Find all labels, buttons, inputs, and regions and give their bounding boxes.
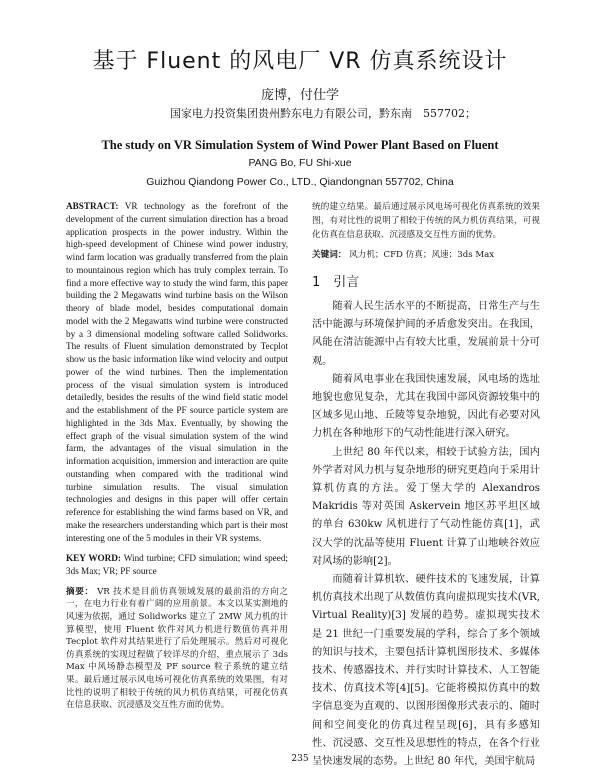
keywords-en-label: KEY WORD: [66, 553, 121, 564]
keywords-cn-text: 风力机；CFD 仿真；风速；3ds Max [349, 250, 495, 260]
paper-title-cn: 基于 Fluent 的风电厂 VR 仿真系统设计 [92, 49, 508, 74]
affiliation-en: Guizhou Qiandong Power Co., LTD., Qiandongnan 557702, China [146, 176, 454, 188]
keywords-cn-label: 关键词： [312, 250, 347, 260]
abstract-en [66, 200, 288, 544]
abstract-cn-continuation: 统的建立结果。最后通过展示风电场可视化仿真系统的效果图，有对比性的说明了相较于传统的风力机仿真结果，可视化仿真在信息获取、沉浸感及交互性方面的优势。 [312, 202, 540, 240]
intro-paragraph: 而随着计算机软、硬件技术的飞速发展，计算机仿真技术出现了从数值仿真向虚拟现实技术(VR, Virtual Reality)[3] 发展的趋势。虚拟现实技术是 21 世纪一门重要发展的学科，综合了多个领域的知识与技术，主要包括计算机图形技术、多媒体技术、传感器技术、并行实时计算技术、人工智能技术、仿真技术等[4][5]。它能将模拟仿真中的数字信息变为直观的、以图形图像形式表示的、随时间和空间变化的仿真过程呈现[6]，具有多感知性、沉浸感、交互性及思想性的特点，在各个行业呈快速发展的态势。上世纪 80 年代，美国宇航局 [312, 574, 540, 768]
intro-paragraph: 随着人民生活水平的不断提高，日常生产与生活中能源与环境保护间的矛盾愈发突出。在我国，风能在清洁能源中占有较大比重，发展前景十分可观。 [312, 301, 540, 367]
authors-en: PANG Bo, FU Shi-xue [248, 157, 352, 169]
abstract-en-label: ABSTRACT: [66, 201, 119, 211]
intro-paragraph: 上世纪 80 年代以来，相较于试验方法，国内外学者对风力机与复杂地形的研究更趋向于采用计算机仿真的方法。爱丁堡大学的 Alexandros Makridis 等对英国 Askervein 地区苏平坦区域的单台 630kw 风机进行了气动性能仿真[1]，武汉大学的沈晶等使用 Fluent 计算了山地峡谷效应对风场的影响[2]。 [312, 446, 540, 567]
keywords-en-text: Wind turbine; CFD simulation; wind speed; 3ds Max; VR; PF source [66, 553, 288, 576]
intro-paragraph: 随着风电事业在我国快速发展，风电场的选址地貌也愈见复杂，尤其在我国中部风资源较集中的区域多见山地、丘陵等复杂地貌，因此有必要对风力机在各种地形下的气动性能进行深入研究。 [312, 373, 540, 440]
page-number: 235 [291, 754, 309, 764]
keywords-en [66, 552, 288, 578]
abstract-cn-label: 摘要： [66, 586, 94, 597]
abstract-cn [66, 586, 288, 712]
section-heading-introduction: 1 引言 [312, 275, 360, 290]
abstract-en-text: VR technology as the forefront of the development of the current simulation direction has a broad application prospects in the power industry. Within the high-speed development of Chinese wind power industry, wind farm location was gradually transferred from the plain to mountainous region which has truly complex terrain. To find a more effective way to study the wind farm, this paper building the 2 Megawatts wind turbine basis on the Wilson theory of blade model, besides computational domain model with the 2 Megawatts wind turbine were constructed by a 3 dimensional modeling software called Solidworks. The results of Fluent simulation demonstrated by Tecplot show us the basic information like wind velocity and output power of the wind turbines. Then the implementation process of the visual simulation system is introduced detailedly, besides the results of the wind field static model and the establishment of the PF source particle system are highlighted in the 3ds Max. Eventually, by showing the effect graph of the visual simulation system of the wind farm, the advantages of the visual simulation in the information acquisition, immersion and interaction are quite outstanding when compared with the traditional wind turbine simulation results. The visual simulation technologies and designs in this paper will offer certain reference for establishing the wind farms based on VR, and make the researchers understanding which part is their most interesting one of the 5 modules in their VR systems. [66, 201, 288, 543]
left-column [66, 200, 288, 712]
authors-cn: 庞博，付仕学 [260, 88, 339, 103]
affiliation-cn: 国家电力投资集团贵州黔东电力有限公司，黔东南 557702； [170, 107, 476, 120]
keywords-cn [312, 248, 540, 262]
paper-title-en: The study on VR Simulation System of Wind Power Plant Based on Fluent [101, 138, 499, 152]
right-column [312, 200, 540, 771]
abstract-cn-text: VR 技术是目前仿真领域发展的最前沿的方向之一，在电力行业有着广阔的应用前景。本文以某实测地的风速为依据，通过 Solidworks 建立了 2MW 风力机的计算模型，使用 Fluent 软件对风力机进行数值仿真并用 Tecplot 软件对其结果进行了后处理展示。然后对可视化仿真系统的实现过程做了较详尽的介绍，重点展示了 3ds Max 中风场静态模型及 PF source 粒子系统的建立结果。最后通过展示风电场可视化仿真系统的效果图，有对比性的说明了相较于传统的风力机仿真结果，可视化仿真在信息获取、沉浸感及交互性方面的优势。 [66, 586, 288, 711]
